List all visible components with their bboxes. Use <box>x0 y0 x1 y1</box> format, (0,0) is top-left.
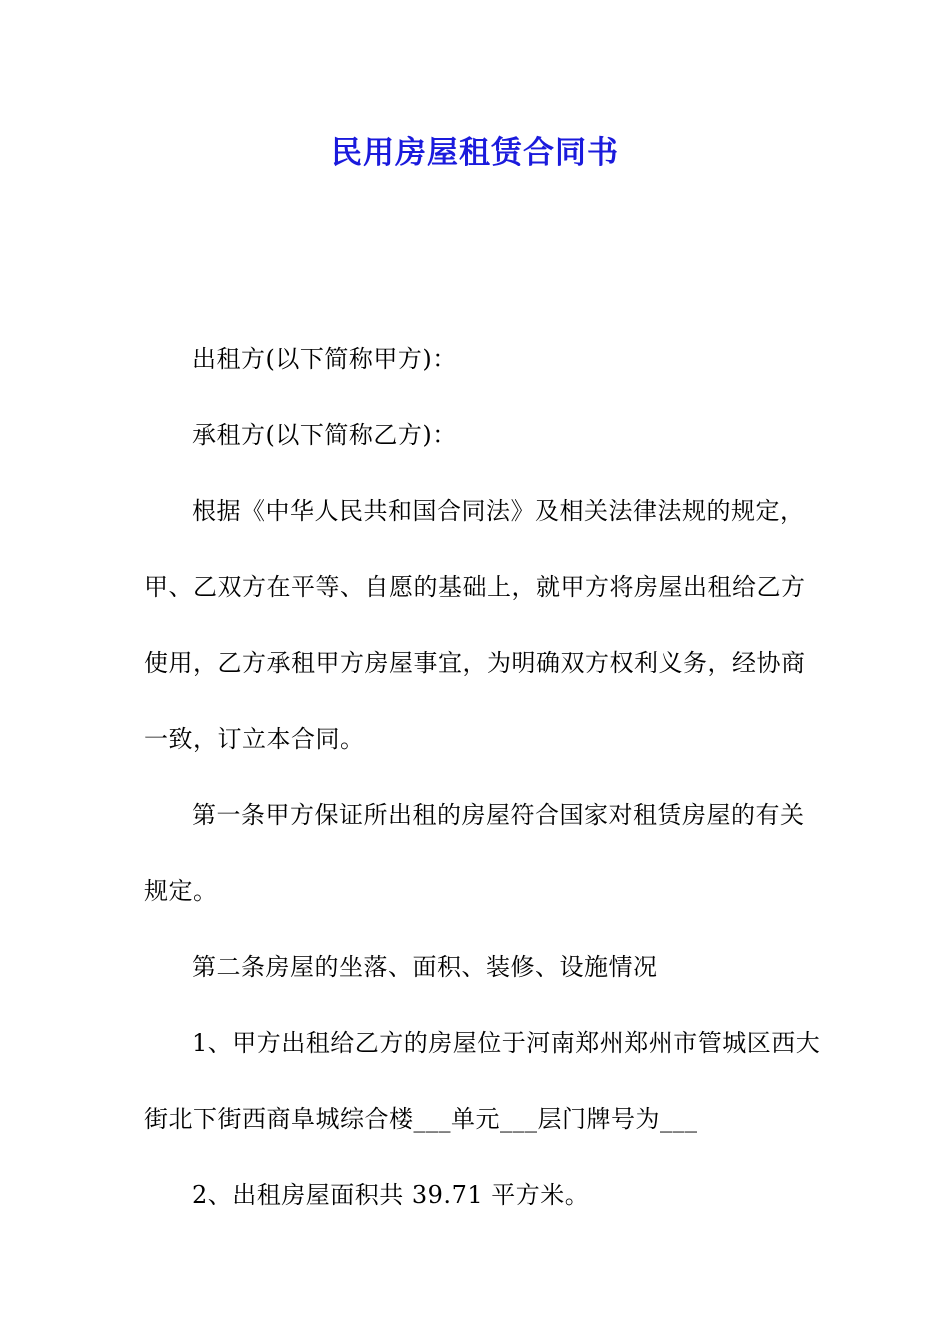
text-line: 1、甲方出租给乙方的房屋位于河南郑州郑州市管城区西大 <box>192 1029 821 1057</box>
text-line: 承租方(以下简称乙方)： <box>192 421 457 449</box>
text-line: 甲、乙双方在平等、自愿的基础上，就甲方将房屋出租给乙方 <box>144 573 806 601</box>
text-line: 规定。 <box>144 877 218 905</box>
document-body <box>144 340 821 1252</box>
paragraph-preamble <box>144 492 809 758</box>
paragraph-item-2 <box>144 1176 809 1214</box>
paragraph-lessee <box>144 416 809 454</box>
text-line: 一致，订立本合同。 <box>144 725 365 753</box>
text-line: 第二条房屋的坐落、面积、装修、设施情况 <box>192 953 658 981</box>
document-title: 民用房屋租赁合同书 <box>331 135 619 171</box>
text-line: 使用，乙方承租甲方房屋事宜，为明确双方权利义务，经协商 <box>144 649 806 677</box>
text-line: 根据《中华人民共和国合同法》及相关法律法规的规定， <box>192 497 805 525</box>
text-line: 第一条甲方保证所出租的房屋符合国家对租赁房屋的有关 <box>192 801 805 829</box>
text-line: 街北下街西商阜城综合楼___单元___层门牌号为___ <box>144 1105 698 1133</box>
text-line: 出租方(以下简称甲方)： <box>192 345 457 373</box>
paragraph-item-1 <box>144 1024 821 1138</box>
text-line: 2、出租房屋面积共 39.71 平方米。 <box>192 1181 590 1209</box>
paragraph-lessor <box>144 340 809 378</box>
paragraph-article-1 <box>144 796 809 910</box>
paragraph-article-2 <box>144 948 809 986</box>
